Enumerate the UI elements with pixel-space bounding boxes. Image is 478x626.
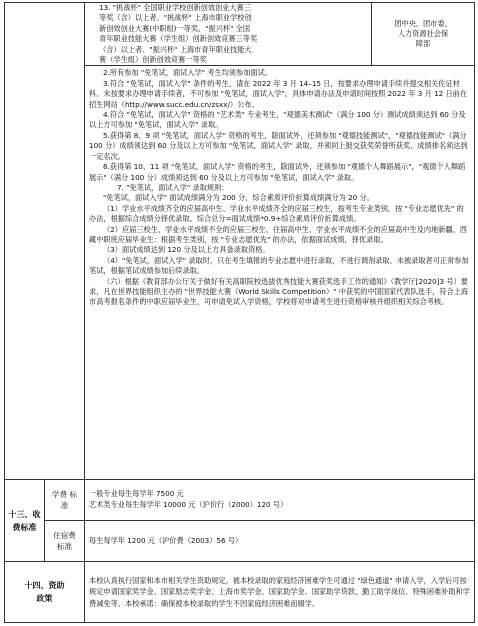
- item-13-line: 等奖（含）以上者、"挑战杯" 上海市职业学校创: [99, 13, 252, 23]
- section-label-line: 十三、收: [8, 509, 41, 519]
- tuition-line: 艺术类专业每生每学年 10000 元（沪价行（2000）120 号）: [89, 500, 288, 509]
- dorm-row: [5, 521, 475, 562]
- rule-paragraph: （六）根据《教育部办公厅关于做好有关高职院校选拔优秀技能大赛获奖选手工作的通知》（教学厅[2020]3 号）要求，凡在世界技能组织主办的 "世界技能大赛（World Skills Competition）" 中获奖的中国国家代表队选手，符合上海市高考报名条件的中职应届毕业生，可申请免试入学资格，学校将对申请考生进行资格审核并组织相关综合考核。: [89, 276, 469, 307]
- item-13-block: [85, 3, 474, 65]
- tuition-value: [85, 480, 475, 521]
- aid-text-cell: [85, 562, 475, 623]
- rule-paragraph: （3）面试成绩达到 120 分及以上方具备录取资格。: [103, 245, 270, 255]
- admission-table: [4, 2, 475, 623]
- department-line: 团中央、团市委、: [394, 18, 452, 28]
- item-13-line: 13. "挑战杯" 全国职业学校创新创效创业大赛三: [99, 3, 251, 12]
- rule-paragraph: 7. "免笔试，面试入学" 录取规则：: [117, 182, 229, 192]
- item-13-line: 新创效创业大赛(中职组)一等奖、"振兴杯" 全国: [99, 23, 251, 33]
- aid-row: [5, 562, 475, 623]
- dorm-label: [45, 521, 85, 562]
- rule-paragraph: 4.符合 "免笔试，面试入学" 资格的 "艺术类" 专业考生，"观德美术测试"（满分 100 分）测试成绩须达到 60 分及以上方可参加 "免笔试，面试入学" 录取。: [89, 110, 466, 130]
- item-13-line: （含）以上者、"振兴杯" 上海市青年职业技能大: [99, 44, 252, 54]
- dorm-label-line: 标准: [56, 542, 73, 551]
- item-13-line: 赛（学生组）创新创效竞赛一等奖: [99, 55, 207, 65]
- rule-paragraph: 6.获得第 10、11 项 "免笔试，面试入学" 资格的考生，除面试外，还须参加 "观德个人舞蹈展示"，"观德个人舞蹈展示"（满分 100 分）成绩须达到 60 分及以上方可参加 "免笔试，面试入学" 录取。: [89, 162, 466, 182]
- dorm-value: 每生每学年 1200 元（沪价费（2003）56 号）: [85, 521, 475, 562]
- rule-paragraph: 2.所有参加 "免笔试，面试入学" 考生均须参加面试。: [103, 68, 272, 78]
- rule-paragraph: （4）"免笔试，面试入学" 录取时，只在考生填报的专业志愿中进行录取，不进行调剂录取，未被录取者可正常参加笔试，根据笔试成绩参加后续录取。: [89, 255, 469, 276]
- aid-text: 本校认真执行国家和本市相关学生资助规定，被本校录取的家庭经济困难学生可通过 "绿色通道" 申请入学，入学后可按规定申请国家奖学金、国家励志奖学金、上海市奖学金、国家助学金、国家助学贷款、勤工助学岗位、特殊困难补助和学费减免等。本校承诺：确保被本校录取的学生不因家庭经济困难而辍学。: [89, 575, 470, 608]
- rule-paragraph: （1）学业水平成绩齐全的应届高中生、学业水平成绩齐全的应届三校生，按考生专业类别，按 "专业志愿优先" 的办法，根据综合成绩分择优录取。综合总分=面试成绩*0.9+综合素质评价折算成绩。: [89, 203, 464, 224]
- tuition-label-line: 学费 标: [51, 490, 78, 499]
- department-line: 障部: [415, 39, 431, 49]
- rule-paragraph: （2）应届三校生、学业水平成绩不全的应届三校生、往届高中生、学业水平成绩不全的应届高中生及内地新疆、西藏中职班应届毕业生：根据考生类别，按 "专业志愿优先" 的办法，依据面试成绩，择优录取。: [89, 224, 467, 244]
- admission-rules-cell: [85, 3, 475, 480]
- aid-section-label: [5, 562, 85, 623]
- tuition-line: 一般专业每生每学年 7500 元: [89, 489, 184, 499]
- dorm-label-line: 住宿费: [53, 531, 76, 540]
- rule-paragraph: 3.符合 "免笔试，面试入学" 条件的考生，请在 2022 年 3 月 14–15 日，按要求办理申请手续并提交相关佐证材料。未按要求办理申请手续者，不可参加 "免笔试，面试入学"，具体申请办法及申请时间按照 2022 年 3 月 12 日前在招生网站（http://www.succ.edu.cn/zsxx/）公布。: [89, 78, 468, 109]
- item-13-text: [85, 3, 372, 65]
- tuition-label: [45, 480, 85, 521]
- department-line: 人力资源社会保: [397, 29, 449, 39]
- tuition-label-line: 准: [60, 501, 69, 510]
- admission-left-blank: [5, 3, 85, 480]
- rule-paragraph: "免笔试，面试入学" 面试成绩满分为 200 分，综合素质评价折算成绩满分为 20 分。: [103, 193, 374, 203]
- item-13-line: 青年职业技能大赛（学生组）创新创效竞赛三等奖: [99, 34, 258, 44]
- tuition-row: [5, 480, 475, 521]
- item-13-department: [372, 3, 474, 65]
- section-label-line: 十四、资助: [24, 581, 65, 590]
- admission-rules-row: [5, 3, 475, 480]
- section-label-line: 政策: [36, 594, 53, 603]
- document-page: [4, 2, 474, 624]
- rule-paragraph: 5.获得第 8、9 项 "免笔试，面试入学" 资格的考生，除面试外，还须参加 "观德技能测试"，"观德技能测试"（满分 100 分）成绩须达到 60 分及以上方可参加 "免笔试，面试入学" 录取，并须同上报交获奖荣誉所获奖、成绩排名须达到一定名次。: [89, 130, 468, 161]
- section-label-line: 费标准: [12, 522, 37, 532]
- fees-section-label: [5, 480, 45, 562]
- rules-text: [85, 65, 474, 307]
